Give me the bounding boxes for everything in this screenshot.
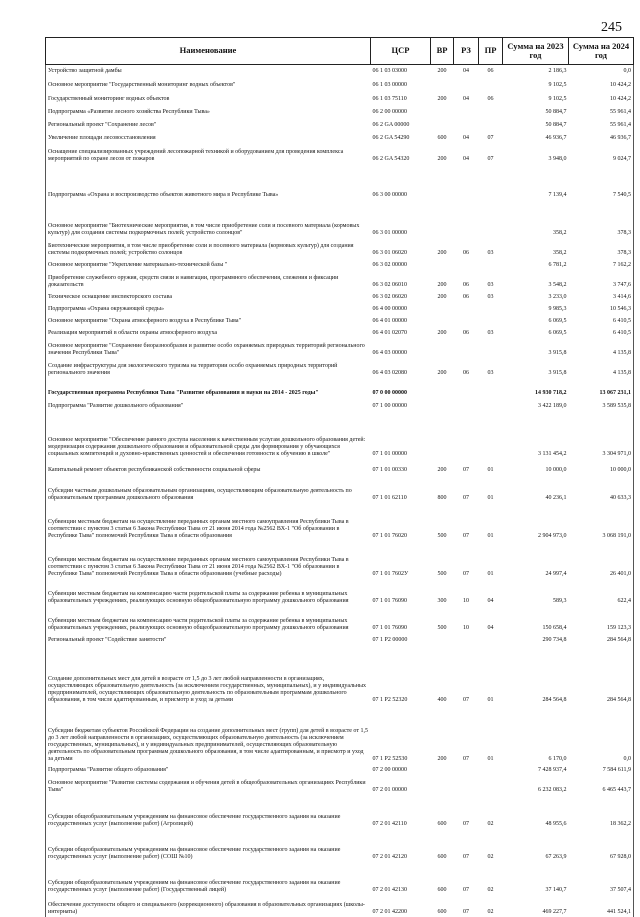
- table-row: [46, 579, 634, 606]
- row-sum-2023: 2 186,3: [548, 68, 567, 75]
- table-row: [46, 645, 634, 705]
- row-vr: 200: [437, 467, 447, 474]
- table-row: [46, 775, 634, 795]
- row-sum-2024: 55 961,4: [569, 104, 634, 117]
- table-row: [46, 378, 634, 398]
- row-csr: 06 1 03 00000: [372, 82, 407, 89]
- row-vr: [431, 200, 454, 238]
- row-vr: 200: [437, 156, 447, 163]
- row-rz: [454, 764, 479, 775]
- row-rz: 04: [463, 96, 469, 103]
- row-pr: 06: [487, 68, 494, 75]
- row-name: Техническое оснащение инспекторского состава: [46, 290, 371, 302]
- table-row: [46, 606, 634, 633]
- row-sum-2023: 6 069,5: [548, 330, 567, 337]
- row-csr: 07 2 00 00000: [372, 767, 407, 774]
- row-pr: [479, 775, 503, 795]
- row-csr: 06 2 00 00000: [372, 109, 407, 116]
- row-sum-2024: 378,3: [569, 200, 634, 238]
- row-vr: 500: [437, 625, 447, 632]
- table-row: [46, 895, 634, 917]
- table-row: [46, 314, 634, 326]
- table-row: [46, 338, 634, 358]
- row-pr: [479, 117, 503, 130]
- table-row: [46, 398, 634, 411]
- table-row: [46, 705, 634, 764]
- row-pr: 02: [487, 909, 494, 916]
- table-row: [46, 358, 634, 378]
- row-vr: 300: [437, 598, 447, 605]
- row-name: Субсидии общеобразовательным учреждениям на финансовое обеспечение государственного задания на оказание государственных услуг (выполнение работ) (Агролицей): [46, 795, 371, 829]
- row-vr: 200: [437, 756, 447, 763]
- row-sum-2024: 284 564,8: [569, 633, 634, 645]
- row-csr: 06 4 03 02080: [372, 370, 407, 377]
- row-sum-2023: 150 658,4: [542, 625, 567, 632]
- row-pr: [479, 104, 503, 117]
- row-sum-2024: 3 414,6: [569, 290, 634, 302]
- row-sum-2023: 358,2: [553, 250, 567, 257]
- row-name: Подпрограмма "Развитие общего образования": [46, 764, 371, 775]
- row-csr: 07 1 01 00330: [372, 467, 407, 474]
- row-sum-2024: 7 584 611,9: [569, 764, 634, 775]
- row-sum-2024: 6 465 443,7: [569, 775, 634, 795]
- row-sum-2023: 6 170,0: [548, 756, 567, 763]
- row-sum-2023: 3 915,8: [548, 350, 567, 357]
- table-row: [46, 238, 634, 258]
- row-vr: 500: [437, 533, 447, 540]
- row-vr: 200: [437, 370, 447, 377]
- row-vr: [431, 76, 454, 90]
- row-pr: 01: [487, 756, 494, 763]
- row-pr: [479, 76, 503, 90]
- row-sum-2023: 3 948,0: [548, 156, 567, 163]
- row-sum-2023: 6 781,2: [548, 262, 567, 269]
- row-csr: 06 2 GA 54320: [372, 156, 410, 163]
- row-name: Подпрограмма "Развитие дошкольного образования": [46, 398, 371, 411]
- row-sum-2024: 9 024,7: [569, 143, 634, 164]
- row-vr: [431, 775, 454, 795]
- row-name: Капитальный ремонт объектов республиканской собственности социальной сферы: [46, 459, 371, 475]
- row-csr: 07 1 P2 00000: [372, 637, 408, 644]
- row-sum-2023: 290 734,8: [542, 637, 567, 644]
- row-pr: [479, 633, 503, 645]
- row-sum-2023: 358,2: [553, 230, 567, 237]
- row-rz: 04: [463, 68, 469, 75]
- row-vr: [431, 117, 454, 130]
- row-rz: 06: [463, 370, 469, 377]
- table-row: [46, 258, 634, 270]
- row-sum-2024: 10 424,2: [569, 90, 634, 104]
- row-name: Субвенции местным бюджетам на осуществление переданных органам местного самоуправления Республики Тыва в соответствии с пунктом 3 статьи 6 Закона Республики Тыва от 21 июня 2014 года №2562 ВХ-1 "Об образовании в Республике Тыва" полномочий Республики Тыва в области образования: [46, 503, 371, 541]
- row-name: Обеспечение доступности общего и специального (коррекционного) образования в образовательных организациях (школы-интернаты): [46, 895, 371, 917]
- row-pr: 07: [487, 156, 494, 163]
- row-name: Основное мероприятие "Укрепление материально-технической базы ": [46, 258, 371, 270]
- row-vr: [431, 411, 454, 459]
- row-pr: [479, 411, 503, 459]
- row-pr: [479, 258, 503, 270]
- table-row: [46, 795, 634, 829]
- row-pr: 02: [487, 887, 494, 894]
- row-pr: 01: [487, 697, 494, 704]
- row-name: Увеличение площади лесовосстановления: [46, 130, 371, 143]
- row-rz: 07: [463, 533, 469, 540]
- table-row: [46, 541, 634, 579]
- table-row: [46, 459, 634, 475]
- row-pr: 01: [487, 571, 494, 578]
- row-csr: 07 1 01 76090: [372, 598, 407, 605]
- row-sum-2024: 0,0: [569, 65, 634, 76]
- table-row: [46, 65, 634, 76]
- row-rz: [454, 117, 479, 130]
- row-sum-2024: 4 135,8: [569, 358, 634, 378]
- row-sum-2023: 37 140,7: [545, 887, 567, 894]
- row-rz: 10: [463, 598, 469, 605]
- row-vr: [431, 104, 454, 117]
- row-sum-2024: 441 524,1: [569, 895, 634, 917]
- row-name: Устройство защитной дамбы: [46, 65, 371, 76]
- row-sum-2024: 284 564,8: [569, 645, 634, 705]
- budget-table: [45, 37, 634, 917]
- row-name: Основное мероприятие "Биотехнические мероприятия, в том числе приобретение соли и посевного материала (кормовых культур) для создания системы подкормочных полей; устройство солонцов": [46, 200, 371, 238]
- row-name: Биотехнические мероприятия, в том числе приобретение соли и посевного материала (кормовых культур) для создания системы подкормочных полей; устройство солонцов: [46, 238, 371, 258]
- row-rz: [454, 411, 479, 459]
- row-csr: 06 3 01 00000: [372, 230, 407, 237]
- row-rz: [454, 76, 479, 90]
- row-rz: 07: [463, 821, 469, 828]
- row-name: Субвенции местным бюджетам на компенсацию части родительской платы за содержание ребенка в муниципальных образовательных учреждениях, реализующих основную общеобразовательную программу дошкольного образования: [46, 579, 371, 606]
- row-sum-2024: 7 162,2: [569, 258, 634, 270]
- row-vr: 200: [437, 294, 447, 301]
- row-rz: 06: [463, 282, 469, 289]
- row-sum-2023: 284 564,8: [542, 697, 567, 704]
- row-rz: 06: [463, 294, 469, 301]
- row-sum-2023: 50 884,7: [545, 109, 567, 116]
- row-sum-2023: 67 263,9: [545, 854, 567, 861]
- row-csr: 06 3 00 00000: [372, 192, 407, 199]
- table-row: [46, 302, 634, 314]
- row-vr: 500: [437, 571, 447, 578]
- row-vr: 200: [437, 330, 447, 337]
- header-rz: РЗ: [454, 38, 479, 65]
- row-rz: [454, 398, 479, 411]
- table-row: [46, 290, 634, 302]
- table-row: [46, 764, 634, 775]
- row-csr: 06 1 03 03000: [372, 68, 407, 75]
- row-vr: 400: [437, 697, 447, 704]
- row-sum-2023: 3 915,8: [548, 370, 567, 377]
- row-vr: 600: [437, 854, 447, 861]
- row-csr: 06 3 02 06010: [372, 282, 407, 289]
- row-sum-2023: 9 102,5: [548, 82, 567, 89]
- row-sum-2023: 9 102,5: [548, 96, 567, 103]
- row-name: Основное мероприятие "Сохранение биоразнообразия и развитие особо охраняемых природных территорий регионального значения Республики Тыва": [46, 338, 371, 358]
- row-sum-2024: 67 928,0: [569, 829, 634, 862]
- row-vr: 200: [437, 282, 447, 289]
- row-pr: 02: [487, 821, 494, 828]
- row-rz: 07: [463, 697, 469, 704]
- row-name: Государственная программа Республики Тыва "Развитие образования и науки на 2014 - 2025 годы": [46, 378, 371, 398]
- table-row: [46, 503, 634, 541]
- row-name: Субвенции местным бюджетам на компенсацию части родительской платы за содержание ребенка в муниципальных образовательных учреждениях, реализующих основную общеобразовательную программу дошкольного образования: [46, 606, 371, 633]
- row-sum-2023: 469 227,7: [542, 909, 567, 916]
- row-rz: 07: [463, 467, 469, 474]
- row-sum-2024: 3 747,6: [569, 270, 634, 290]
- row-vr: 600: [437, 909, 447, 916]
- row-sum-2023: 3 131 454,2: [538, 451, 567, 458]
- row-csr: 06 2 GA 00000: [372, 122, 410, 129]
- row-rz: [454, 314, 479, 326]
- row-sum-2024: 6 410,5: [569, 326, 634, 338]
- row-rz: 07: [463, 887, 469, 894]
- row-csr: 07 1 00 00000: [372, 403, 407, 410]
- row-name: Подпрограмма «Охрана и воспроизводство объектов животного мира в Республике Тыва»: [46, 164, 371, 200]
- table-row: [46, 326, 634, 338]
- row-sum-2023: 7 139,4: [548, 192, 567, 199]
- row-sum-2023: 50 884,7: [545, 122, 567, 129]
- row-sum-2024: 3 304 971,0: [569, 411, 634, 459]
- table-row: [46, 829, 634, 862]
- row-rz: [454, 200, 479, 238]
- row-rz: 07: [463, 854, 469, 861]
- header-pr: ПР: [479, 38, 503, 65]
- row-sum-2024: 3 589 535,8: [569, 398, 634, 411]
- row-rz: [454, 302, 479, 314]
- row-name: Реализация мероприятий в области охраны атмосферного воздуха: [46, 326, 371, 338]
- row-rz: 06: [463, 330, 469, 337]
- row-sum-2024: 7 540,5: [569, 164, 634, 200]
- row-sum-2024: 4 135,8: [569, 338, 634, 358]
- row-rz: 06: [463, 250, 469, 257]
- row-name: Региональный проект "Сохранение лесов": [46, 117, 371, 130]
- row-sum-2023: 9 985,3: [548, 306, 567, 313]
- row-pr: [479, 338, 503, 358]
- row-pr: 03: [487, 282, 494, 289]
- row-pr: 04: [487, 625, 494, 632]
- row-csr: 07 2 01 42200: [372, 909, 407, 916]
- row-name: Государственный мониторинг водных объектов: [46, 90, 371, 104]
- row-sum-2023: 7 428 937,4: [538, 767, 567, 774]
- row-sum-2023: 2 904 973,0: [538, 533, 567, 540]
- row-vr: [431, 314, 454, 326]
- row-rz: 07: [463, 756, 469, 763]
- row-name: Субсидии общеобразовательным учреждениям на финансовое обеспечение государственного задания на оказание государственных услуг (выполнение работ) (Государственный лицей): [46, 862, 371, 895]
- row-sum-2024: 159 123,3: [569, 606, 634, 633]
- row-csr: 06 3 02 06020: [372, 294, 407, 301]
- header-sum-2023: Сумма на 2023 год: [503, 38, 569, 65]
- row-sum-2023: 10 000,0: [545, 467, 567, 474]
- row-name: Основное мероприятие "Обеспечение равного доступа населения к качественным услугам дошкольного образования детей: модернизация содержания дошкольного образования и образовательной среды для формирования у обучающихся социальных компетенций и духовно-нравственных ценностей и обеспечения готовности к обучению в школе": [46, 411, 371, 459]
- row-pr: 02: [487, 854, 494, 861]
- row-pr: 07: [487, 135, 494, 142]
- row-sum-2024: 55 961,4: [569, 117, 634, 130]
- row-sum-2024: 37 507,4: [569, 862, 634, 895]
- row-pr: [479, 378, 503, 398]
- row-csr: 07 2 01 42130: [372, 887, 407, 894]
- row-rz: 10: [463, 625, 469, 632]
- row-csr: 07 2 01 42120: [372, 854, 407, 861]
- row-sum-2023: 46 936,7: [545, 135, 567, 142]
- table-row: [46, 164, 634, 200]
- row-sum-2023: 3 233,0: [548, 294, 567, 301]
- row-name: Подпрограмма «Развитие лесного хозяйства Республики Тыва»: [46, 104, 371, 117]
- row-csr: 07 0 00 00000: [372, 390, 407, 397]
- row-vr: [431, 633, 454, 645]
- header-csr: ЦСР: [371, 38, 431, 65]
- table-row: [46, 104, 634, 117]
- row-sum-2023: 3 422 189,0: [538, 403, 567, 410]
- row-sum-2023: 40 236,1: [545, 495, 567, 502]
- header-row: [46, 38, 634, 65]
- row-sum-2023: 48 955,6: [545, 821, 567, 828]
- row-pr: 01: [487, 495, 494, 502]
- row-name: Приобретение служебного оружия, средств связи и навигации, программного обеспечения, слежения и фиксации доказательств: [46, 270, 371, 290]
- row-rz: [454, 258, 479, 270]
- row-sum-2024: 622,4: [569, 579, 634, 606]
- row-pr: 01: [487, 467, 494, 474]
- row-name: Основное мероприятие "Развитие системы содержания и обучения детей в общеобразовательных организациях Республики Тыва": [46, 775, 371, 795]
- row-name: Создание инфраструктуры для экологического туризма на территории особо охраняемых природных территорий регионального значения: [46, 358, 371, 378]
- table-row: [46, 633, 634, 645]
- row-csr: 06 4 00 00000: [372, 306, 407, 313]
- row-vr: 600: [437, 821, 447, 828]
- row-vr: [431, 302, 454, 314]
- row-rz: 07: [463, 909, 469, 916]
- row-rz: [454, 378, 479, 398]
- row-csr: 07 2 01 42110: [372, 821, 407, 828]
- row-rz: 04: [463, 156, 469, 163]
- row-csr: 07 1 01 76020: [372, 533, 407, 540]
- table-row: [46, 130, 634, 143]
- row-sum-2024: 18 362,2: [569, 795, 634, 829]
- row-sum-2024: 10 000,0: [569, 459, 634, 475]
- row-pr: [479, 164, 503, 200]
- row-name: Субсидии общеобразовательным учреждениям на финансовое обеспечение государственного задания на оказание государственных услуг (выполнение работ) (СОШ №10): [46, 829, 371, 862]
- row-pr: 03: [487, 250, 494, 257]
- row-vr: 600: [437, 135, 447, 142]
- row-sum-2024: 3 068 191,0: [569, 503, 634, 541]
- table-row: [46, 76, 634, 90]
- row-vr: 600: [437, 887, 447, 894]
- row-sum-2023: 6 069,5: [548, 318, 567, 325]
- row-pr: 04: [487, 598, 494, 605]
- row-vr: [431, 338, 454, 358]
- row-sum-2023: 6 232 083,2: [538, 787, 567, 794]
- row-rz: [454, 338, 479, 358]
- row-sum-2023: 589,3: [553, 598, 567, 605]
- row-vr: [431, 764, 454, 775]
- row-vr: [431, 378, 454, 398]
- row-sum-2024: 26 401,0: [569, 541, 634, 579]
- row-rz: 07: [463, 495, 469, 502]
- row-pr: [479, 200, 503, 238]
- row-name: Создание дополнительных мест для детей в возрасте от 1,5 до 3 лет любой направленности в организациях, осуществляющих образовательную деятельность (за исключением государственных, муниципальных), и у индивидуальных предпринимателей, осуществляющих образовательную деятельность по образовательным программам дошкольного образования, в том числе адаптированным, и присмотр и уход за детьми: [46, 645, 371, 705]
- row-csr: 06 3 01 06020: [372, 250, 407, 257]
- row-sum-2024: 6 410,5: [569, 314, 634, 326]
- row-csr: 06 4 01 02070: [372, 330, 407, 337]
- row-name: Региональный проект "Содействие занятости": [46, 633, 371, 645]
- row-pr: 03: [487, 330, 494, 337]
- page-number: 245: [601, 20, 622, 35]
- row-csr: 07 1 01 7602У: [372, 571, 409, 578]
- row-rz: [454, 633, 479, 645]
- row-name: Подпрограмма «Охрана окружающей среды»: [46, 302, 371, 314]
- row-pr: 03: [487, 370, 494, 377]
- row-pr: [479, 314, 503, 326]
- row-sum-2024: 0,0: [569, 705, 634, 764]
- row-name: Субсидии бюджетам субъектов Российской Федерации на создание дополнительных мест (групп) для детей в возрасте от 1,5 до 3 лет любой направленности в организациях, осуществляющих образовательную деятельность (за исключением государственных, муниципальных), и у индивидуальных предпринимателей, осуществляющих образовательную деятельность по образовательным программам дошкольного образования, в том числе адаптированным, и присмотр и уход за детьми: [46, 705, 371, 764]
- row-csr: 06 4 03 00000: [372, 350, 407, 357]
- table-row: [46, 411, 634, 459]
- row-vr: 200: [437, 68, 447, 75]
- row-pr: 01: [487, 533, 494, 540]
- row-pr: [479, 764, 503, 775]
- row-sum-2024: 10 424,2: [569, 76, 634, 90]
- row-csr: 06 2 GA 54290: [372, 135, 410, 142]
- table-row: [46, 90, 634, 104]
- header-vr: ВР: [431, 38, 454, 65]
- row-vr: [431, 164, 454, 200]
- row-sum-2024: 46 936,7: [569, 130, 634, 143]
- row-csr: 07 1 01 76090: [372, 625, 407, 632]
- row-sum-2023: 24 997,4: [545, 571, 567, 578]
- row-vr: 800: [437, 495, 447, 502]
- row-csr: 07 1 01 62110: [372, 495, 407, 502]
- row-pr: 06: [487, 96, 494, 103]
- row-name: Субвенции местным бюджетам на осуществление переданных органам местного самоуправления Республики Тыва в соответствии с пунктом 3 статьи 6 Закона Республики Тыва от 21 июня 2014 года №2562 ВХ-1 "Об образовании в Республике Тыва" полномочий Республики Тыва в области образования (учебные расходы): [46, 541, 371, 579]
- row-rz: 04: [463, 135, 469, 142]
- row-csr: 07 1 P2 52530: [372, 756, 408, 763]
- row-rz: 07: [463, 571, 469, 578]
- row-sum-2024: 13 067 231,1: [569, 378, 634, 398]
- row-vr: 200: [437, 96, 447, 103]
- row-sum-2024: 378,3: [569, 238, 634, 258]
- header-name: Наименование: [46, 38, 371, 65]
- row-csr: 06 3 02 00000: [372, 262, 407, 269]
- table-row: [46, 200, 634, 238]
- row-name: Основное мероприятие "Государственный мониторинг водных объектов": [46, 76, 371, 90]
- row-rz: [454, 164, 479, 200]
- header-sum-2024: Сумма на 2024 год: [569, 38, 634, 65]
- row-csr: 07 1 P2 52320: [372, 697, 408, 704]
- row-csr: 06 1 03 75110: [372, 96, 407, 103]
- table-row: [46, 143, 634, 164]
- row-name: Основное мероприятие "Охрана атмосферного воздуха в Республике Тыва": [46, 314, 371, 326]
- table-row: [46, 475, 634, 503]
- row-name: Оснащение специализированных учреждений лесопожарной техникой и оборудованием для проведения комплекса мероприятий по охране лесов от пожаров: [46, 143, 371, 164]
- row-vr: [431, 398, 454, 411]
- row-vr: [431, 258, 454, 270]
- table-row: [46, 862, 634, 895]
- row-sum-2023: 3 548,2: [548, 282, 567, 289]
- row-pr: [479, 398, 503, 411]
- table-body: [46, 65, 634, 917]
- row-vr: 200: [437, 250, 447, 257]
- row-sum-2024: 40 633,3: [569, 475, 634, 503]
- row-pr: [479, 302, 503, 314]
- row-sum-2024: 10 546,3: [569, 302, 634, 314]
- table-row: [46, 117, 634, 130]
- row-name: Субсидии частным дошкольным образовательным организациям, осуществляющим образовательную деятельность по образовательным программам дошкольного образования: [46, 475, 371, 503]
- table-row: [46, 270, 634, 290]
- row-pr: 03: [487, 294, 494, 301]
- row-csr: 07 2 01 00000: [372, 787, 407, 794]
- row-rz: [454, 104, 479, 117]
- row-csr: 06 4 01 00000: [372, 318, 407, 325]
- row-rz: [454, 775, 479, 795]
- row-csr: 07 1 01 00000: [372, 451, 407, 458]
- row-sum-2023: 14 930 718,2: [535, 390, 567, 397]
